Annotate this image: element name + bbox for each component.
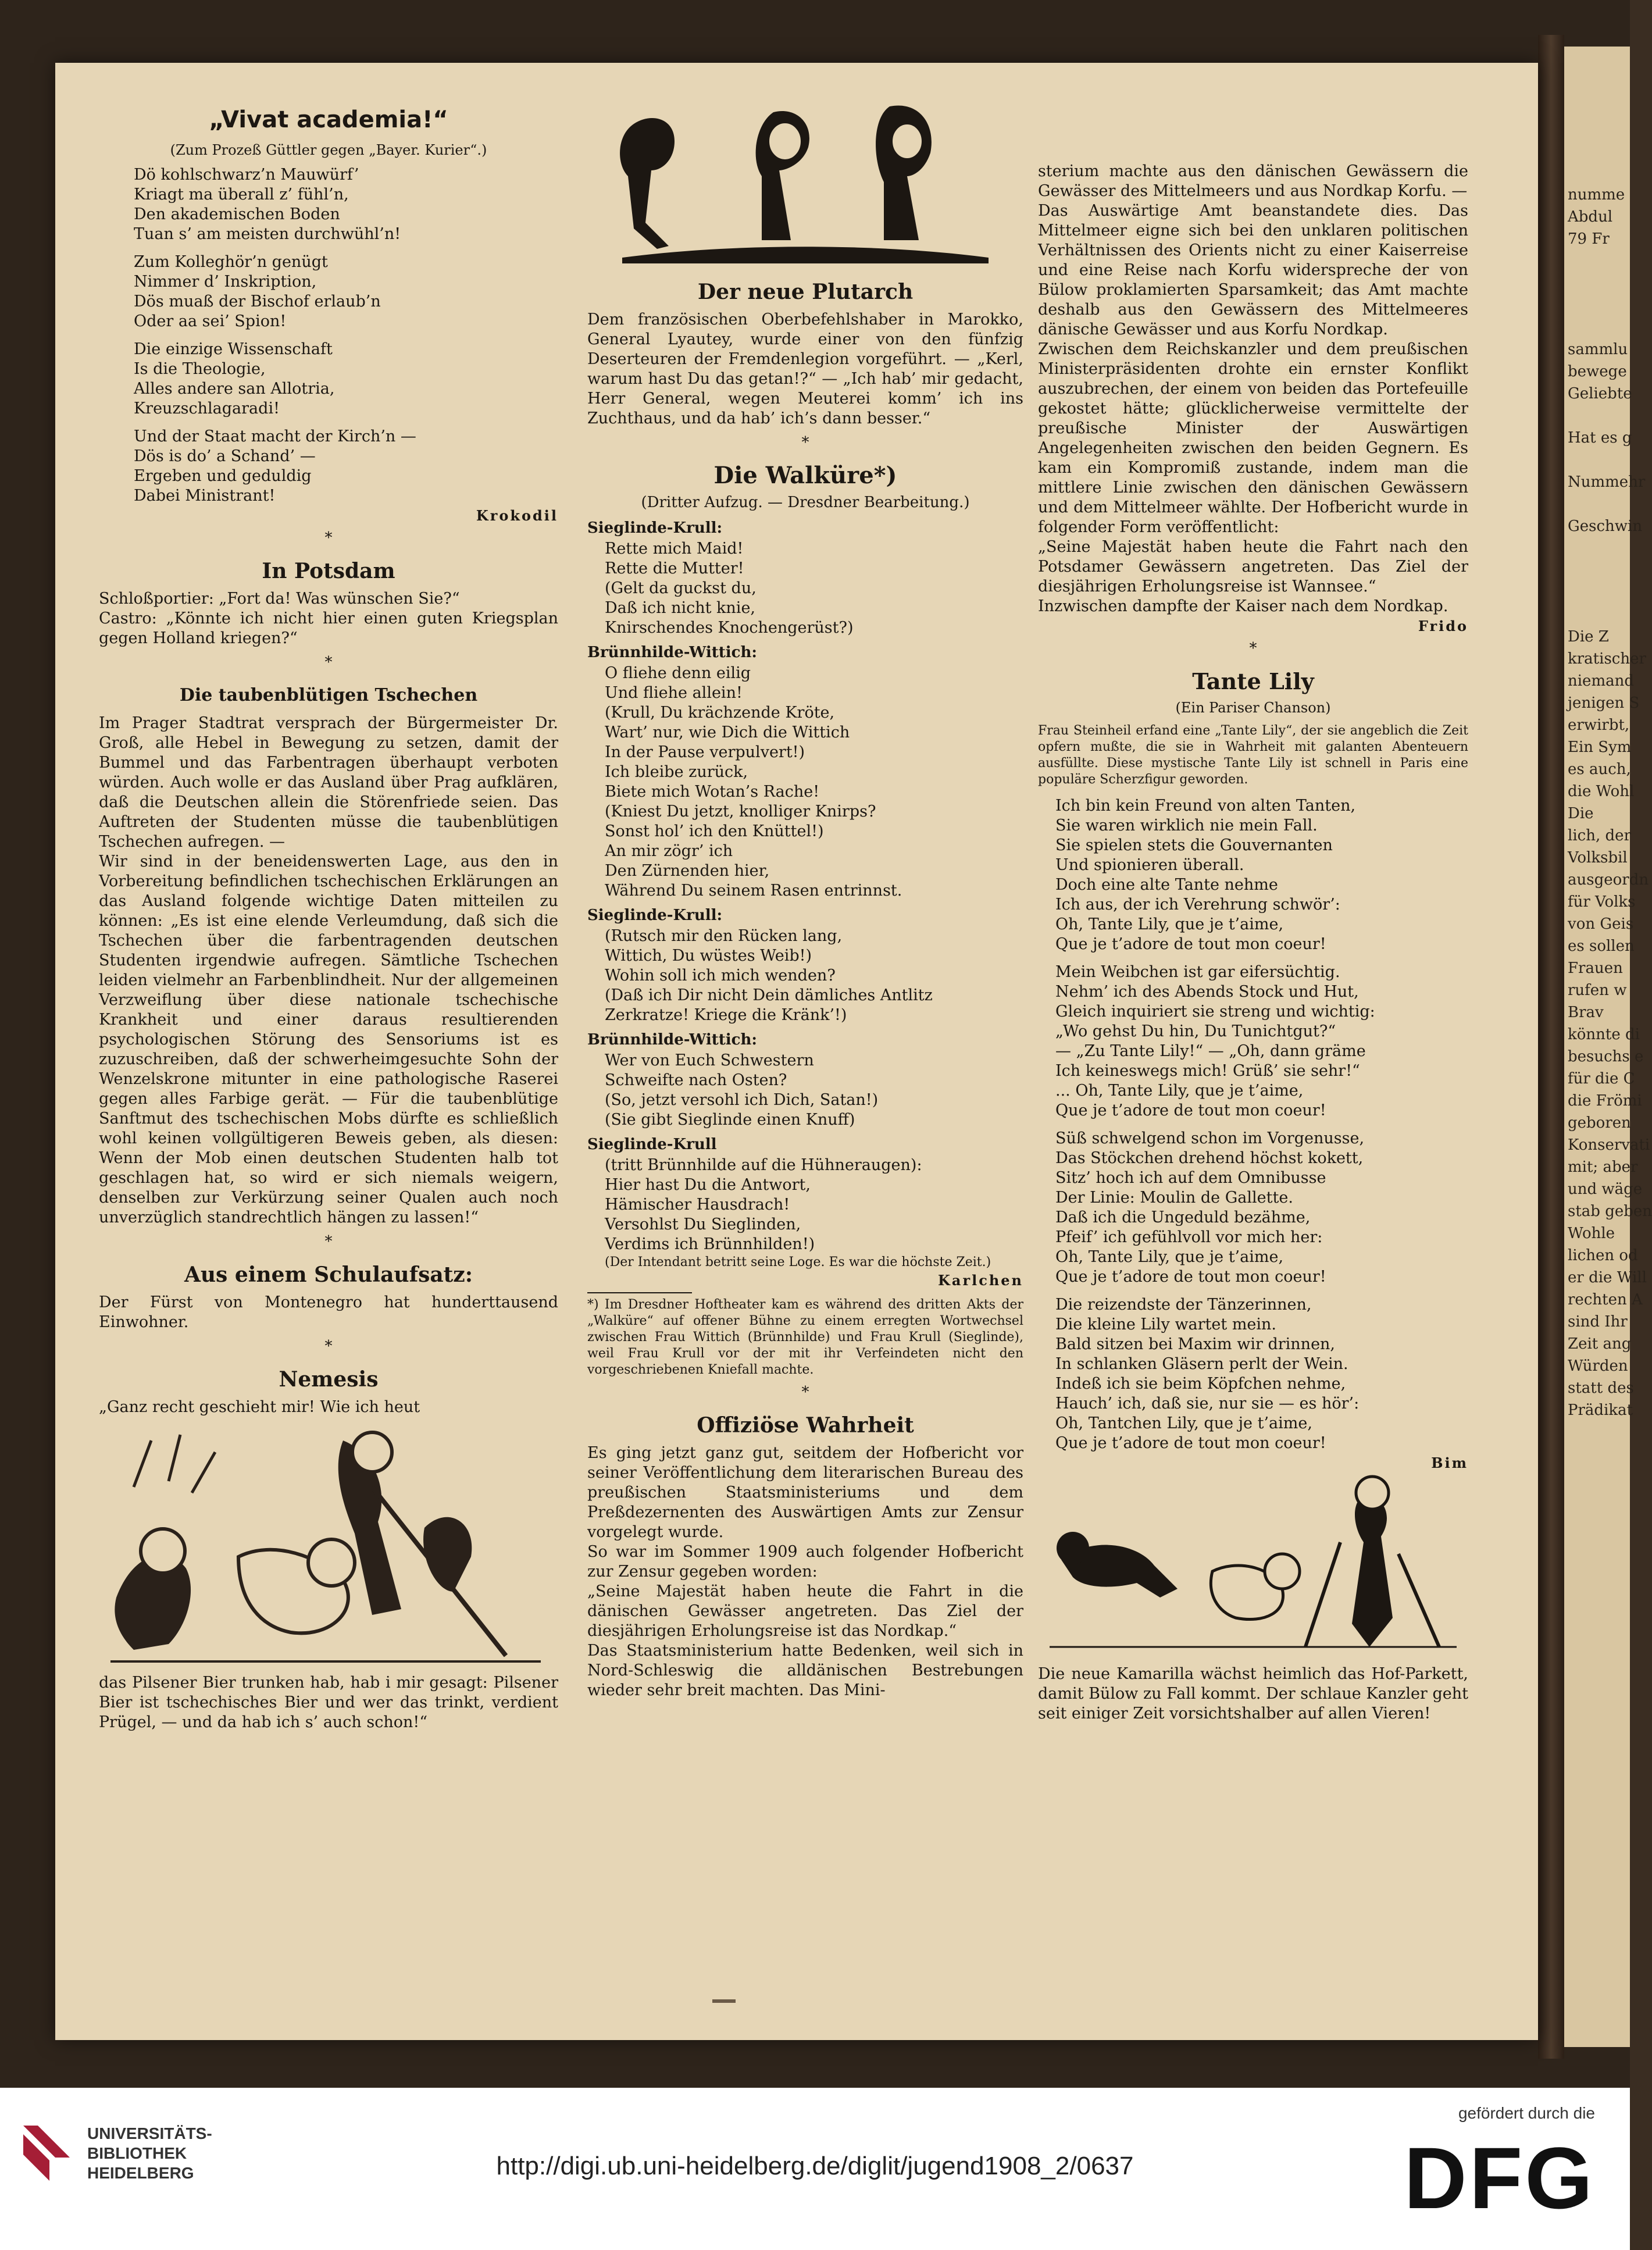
poem-line: Oder aa sei’ Spion! [134, 312, 287, 330]
poem-line: Oh, Tante Lily, que je t’aime, [1055, 1248, 1284, 1266]
poem-line: Den akademischen Boden [134, 205, 340, 223]
poem-line: Is die Theologie, [134, 360, 266, 378]
adjacent-page-text: Geliebte [1568, 385, 1632, 402]
poem-line: Sitz’ hoch ich auf dem Omnibusse [1055, 1169, 1326, 1187]
dialogue-line: (Krull, Du krächzende Kröte, [605, 704, 835, 722]
library-name-line: HEIDELBERG [87, 2164, 194, 2182]
walkuere-title: Die Walküre*) [713, 462, 897, 489]
speaker-name: Sieglinde-Krull [587, 1136, 717, 1153]
poem-line: Que je t’adore de tout mon coeur! [1055, 935, 1326, 953]
wahrheit-cont-5: Inzwischen dampfte der Kaiser nach dem Nordkap. [1038, 597, 1448, 615]
nemesis-caption-bottom: das Pilsener Bier trunken hab, hab i mir gesagt: Pilsener Bier ist tschechisches Bier und wer das trinkt, verdient Prügel, — und da hab ich s’ auch schon!“ [99, 1674, 558, 1731]
poem-line: Das Stöckchen drehend höchst kokett, [1055, 1149, 1364, 1167]
adjacent-page-text: Zeit ang [1568, 1335, 1632, 1353]
adjacent-page-text: 79 Fr [1568, 230, 1610, 248]
adjacent-page-text: und wäge [1568, 1181, 1643, 1198]
wahrheit-para-4: Das Staatsministerium hatte Bedenken, weil sich in Nord-Schleswig die alldänischen Bestrebungen wieder sehr breit machten. Das Mini- [587, 1642, 1023, 1699]
separator-star: * [801, 434, 809, 451]
lily-poem [1038, 788, 1468, 1453]
poem-line: Die einzige Wissenschaft [134, 340, 333, 358]
adjacent-page-text: numme [1568, 186, 1625, 204]
dfg-logo: DFG [1404, 2129, 1595, 2227]
poem-line: Dö kohlschwarz’n Mauwürf’ [134, 166, 359, 184]
poem-line: Bald sitzen bei Maxim wir drinnen, [1055, 1335, 1336, 1353]
poem-line: Nehm’ ich des Abends Stock und Hut, [1055, 983, 1359, 1001]
adjacent-page-text: für die C [1568, 1070, 1635, 1087]
adjacent-page-text: sind Ihr [1568, 1313, 1628, 1331]
poem-line: Zum Kolleghör’n genügt [134, 253, 328, 271]
source-url-link[interactable]: http://digi.ub.uni-heidelberg.de/diglit/jugend1908_2/0637 [496, 2152, 1134, 2180]
poem-line: Und der Staat macht der Kirch’n — [134, 427, 416, 445]
adjacent-page-text: kratischer [1568, 650, 1646, 668]
wahrheit-cont-2: Das Auswärtige Amt beanstandete dies. Das Mittelmeer eigne sich bei den unklaren politischen Verhältnissen des Orients nicht zu einer Kaiserreise und eine Reise nach Korfu widerspreche der von Bülow proklamierten Sparsamkeit; das Amt machte deshalb aus den Gewässern des Mittelmeeres dänische Gewässer und aus Korfu Nordkap. [1038, 202, 1468, 338]
wahrheit-cont-3: Zwischen dem Reichskanzler und dem preußischen Ministerpräsidenten drohte ein ernster Konflikt auszubrechen, der einem von beiden das Portefeuille gekostet hätte; glücklicherweise vermittelte der preußische Minister der Auswärtigen Angelegenheiten zwischen den beiden Gegnern. Es kam ein Kompromiß zustande, indem man die mittlere Linie zwischen den dänischen Gewässern und dem Mittelmeer wählte. Der Hofbericht wurde in folgender Form veröffentlicht: [1038, 340, 1468, 536]
separator-star: * [324, 654, 333, 671]
adjacent-page-text: jenigen S [1568, 694, 1640, 712]
poem-line: — „Zu Tante Lily!“ — „Oh, dann gräme [1055, 1042, 1366, 1060]
adjacent-page-text: Wohle [1568, 1225, 1615, 1242]
dialogue-line: Den Zürnenden hier, [605, 862, 770, 880]
tschechen-para-2: Wir sind in der beneidenswerten Lage, aus den in Vorbereitung befindlichen tschechischen Erklärungen an das Ausland folgende wichtige Daten mitteilen zu können: „Es ist eine elende Verleumdung, daß sich die Tschechen über die farbentragenden deutschen Studenten irgendwie aufregen. Sämtliche Tschechen leiden vielmehr an Farbenblindheit. Nur der allgemeinen Verzweiflung über diese nationale tschechische Krankheit und einer daraus resultierenden psychologischen Störung des Sensoriums ist es zuzuschreiben, daß der schwerheimgesuchte Sohn der Wenzelskrone mitunter in eine pathologische Raserei gegen alles Farbige gerät. — Für die taubenblütige Sanftmut des tschechischen Mobs dürfte es schließlich wohl keinen vollgültigeren Beweis geben, als diesen: Wenn der Mob einen deutschen Studenten halb tot geschlagen hat, so wird er sich niemals weigern, denselben zur Verkürzung seiner Qualen auch noch unverzüglich standrechtlich hängen zu lassen!“ [99, 853, 558, 1226]
adjacent-page-text: ausgeordn [1568, 871, 1649, 889]
adjacent-page-text: bewege [1568, 363, 1627, 380]
magazine-page [55, 63, 1538, 2040]
poem-line: Ich aus, der ich Verehrung schwör’: [1055, 896, 1340, 914]
dialogue-line: Biete mich Wotan’s Rache! [605, 783, 820, 801]
speaker-name: Sieglinde-Krull: [587, 519, 723, 537]
page-mark [712, 1999, 736, 2003]
adjacent-page-text: er die Will [1568, 1269, 1647, 1286]
poem-line: Dös muaß der Bischof erlaub’n [134, 293, 381, 311]
nemesis-caption-top: „Ganz recht geschieht mir! Wie ich heut [99, 1398, 420, 1416]
dialogue-line: (Sie gibt Sieglinde einen Knuff) [605, 1111, 855, 1129]
dialogue-line: Ich bleibe zurück, [605, 763, 748, 781]
potsdam-text-2: Castro: „Könnte ich nicht hier einen guten Kriegsplan gegen Holland kriegen?“ [99, 609, 558, 647]
separator-star: * [324, 1338, 333, 1355]
poem-line: Kriagt ma überall z’ fühl’n, [134, 186, 349, 204]
poem-line: Und spionieren überall. [1055, 856, 1244, 874]
vivat-title: „Vivat academia!“ [209, 106, 448, 133]
dialogue-line: Verdims ich Brünnhilden!) [605, 1235, 815, 1253]
nemesis-title: Nemesis [279, 1367, 379, 1392]
wahrheit-para-3: „Seine Majestät haben heute die Fahrt in die dänischen Gewässer angetreten. Das Ziel der diesjährigen Erholungsreise ist das Nordkap.“ [587, 1582, 1023, 1640]
vivat-subtitle: (Zum Prozeß Güttler gegen „Bayer. Kurier“.) [170, 142, 487, 158]
poem-line: Ich keineswegs mich! Grüß’ sie sehr!“ [1055, 1062, 1360, 1080]
walkuere-footnote: *) Im Dresdner Hoftheater kam es während des dritten Akts der „Walküre“ auf offener Bühne zu einem erregten Wortwechsel zwischen Frau Wittich (Brünnhilde) und Frau Krull (Sieglinde), weil Frau Krull vor der mit ihr Verfeindeten nicht den vorgeschriebenen Kniefall machte. [587, 1297, 1023, 1377]
adjacent-page-text: Würden [1568, 1357, 1628, 1375]
adjacent-page-text: erwirbt, [1568, 716, 1630, 734]
dialogue-line: Zerkratze! Kriege die Kränk’!) [605, 1006, 847, 1024]
poem-line: Dös is do’ a Schand’ — [134, 447, 316, 465]
adjacent-page-text: Hat es g [1568, 429, 1632, 447]
dialogue-line: Rette mich Maid! [605, 540, 744, 558]
adjacent-page-text: besuchs e [1568, 1048, 1644, 1065]
dialogue-line: Schweifte nach Osten? [605, 1071, 787, 1089]
dialogue-line: Wittich, Du wüstes Weib!) [605, 947, 812, 965]
dialogue-line: Hier hast Du die Antwort, [605, 1176, 811, 1194]
walkuere-dialogue [587, 518, 1023, 1254]
lily-subtitle: (Ein Pariser Chanson) [1175, 700, 1331, 716]
adjacent-page-text: Die [1568, 805, 1594, 822]
dialogue-line: Daß ich nicht knie, [605, 599, 756, 617]
poem-line: In schlanken Gläsern perlt der Wein. [1055, 1355, 1348, 1373]
dialogue-line: (Daß ich Dir nicht Dein dämliches Antlitz [605, 986, 933, 1004]
adjacent-page-text: Die Z [1568, 628, 1609, 646]
poem-line: Tuan s’ am meisten durchwühl’n! [134, 225, 401, 243]
poem-line: Que je t’adore de tout mon coeur! [1055, 1434, 1326, 1452]
potsdam-text-1: Schloßportier: „Fort da! Was wünschen Sie?“ [99, 590, 460, 608]
dialogue-line: Wohin soll ich mich wenden? [605, 967, 836, 985]
speaker-name: Brünnhilde-Wittich: [587, 644, 757, 661]
adjacent-page-text: sammlu [1568, 341, 1628, 358]
stanza-gap [99, 419, 558, 427]
lily-signature: Bim [1431, 1454, 1468, 1471]
adjacent-page-text: geboren [1568, 1114, 1631, 1132]
poem-line: Que je t’adore de tout mon coeur! [1055, 1101, 1326, 1119]
sponsor-note: gefördert durch die [1458, 2104, 1595, 2122]
walkuere-signature: Karlchen [938, 1272, 1023, 1289]
dialogue-line: (Rutsch mir den Rücken lang, [605, 927, 843, 945]
dialogue-line: Rette die Mutter! [605, 559, 744, 577]
wahrheit-title: Offiziöse Wahrheit [697, 1413, 914, 1438]
adjacent-page-fragment [1564, 47, 1652, 2047]
wahrheit-cont-4: „Seine Majestät haben heute die Fahrt nach den Potsdamer Gewässern angetreten. Das Ziel der diesjährigen Erholungsreise ist Wannsee.“ [1038, 538, 1468, 596]
stanza-gap [1038, 1287, 1468, 1295]
poem-line: Die kleine Lily wartet mein. [1055, 1315, 1277, 1333]
speaker-name: Brünnhilde-Wittich: [587, 1031, 757, 1049]
column-2 [587, 89, 1023, 1700]
separator-star: * [324, 1233, 333, 1250]
adjacent-page-text: Ein Sym [1568, 739, 1632, 756]
schulaufsatz-text: Der Fürst von Montenegro hat hunderttausend Einwohner. [99, 1293, 558, 1331]
column-3 [1038, 162, 1468, 1724]
plutarch-text: Dem französischen Oberbefehlshaber in Marokko, General Lyautey, wurde einer von den fünfzig Deserteuren der Fremdenlegion vorgeführt. — „Kerl, warum hast Du das getan!?“ — „Ich hab’ mir gedacht, Herr General, wegen Meuterei komm’ ich ins Zuchthaus, und da hab’ ich’s dann besser.“ [587, 311, 1023, 427]
dialogue-line: Versohlst Du Sieglinden, [605, 1215, 801, 1233]
poem-line: Hauch’ ich, daß sie, nur sie — es hör’: [1055, 1395, 1360, 1413]
adjacent-page-text: Konservati [1568, 1136, 1650, 1154]
adjacent-page-text: die Wohl [1568, 783, 1635, 800]
adjacent-page-text: rufen w [1568, 982, 1627, 999]
adjacent-page-text: für Volks [1568, 893, 1636, 911]
poem-line: Nimmer d’ Inskription, [134, 273, 317, 291]
dialogue-line: Knirschendes Knochengerüst?) [605, 619, 854, 637]
separator-star: * [1249, 640, 1257, 657]
footer-bar [0, 2088, 1630, 2250]
tschechen-title: Die taubenblütigen Tschechen [179, 685, 478, 705]
kamarilla-caption: Die neue Kamarilla wächst heimlich das Hof-Parkett, damit Bülow zu Fall kommt. Der schlaue Kanzler geht seit einiger Zeit vorsichtshalber auf allen Vieren! [1038, 1665, 1468, 1723]
plutarch-title: Der neue Plutarch [697, 280, 914, 304]
poem-line: Alles andere san Allotria, [134, 380, 335, 398]
adjacent-page-text: statt des [1568, 1379, 1634, 1397]
footnote-rule [587, 1292, 692, 1293]
dialogue-line: Während Du seinem Rasen entrinnst. [605, 882, 902, 900]
stanza-gap [1038, 1121, 1468, 1129]
walkuere-subtitle: (Dritter Aufzug. — Dresdner Bearbeitung.) [641, 494, 970, 511]
poem-line: Oh, Tante Lily, que je t’aime, [1055, 915, 1284, 933]
dialogue-line: (Gelt da guckst du, [605, 579, 757, 597]
wahrheit-para-2: So war im Sommer 1909 auch folgender Hofbericht zur Zensur gegeben worden: [587, 1543, 1023, 1581]
lily-title: Tante Lily [1192, 668, 1314, 694]
adjacent-page-text: stab geben [1568, 1203, 1652, 1220]
dialogue-line: An mir zögr’ ich [605, 842, 733, 860]
potsdam-title: In Potsdam [262, 559, 395, 583]
stanza-gap [99, 244, 558, 252]
adjacent-page-text: die Frömi [1568, 1092, 1642, 1110]
dialogue-line: Hämischer Hausdrach! [605, 1196, 790, 1214]
adjacent-page-text: könnte di [1568, 1026, 1640, 1043]
dialogue-line: (Kniest Du jetzt, knolliger Knirps? [605, 803, 876, 821]
dialogue-line: O fliehe denn eilig [605, 664, 751, 682]
poem-line: Pfeif’ ich gefühlvoll vor mich her: [1055, 1228, 1323, 1246]
adjacent-page-text: rechten A [1568, 1291, 1643, 1308]
poem-line: Gleich inquiriert sie streng und wichtig: [1055, 1003, 1375, 1021]
kamarilla-illustration [1038, 1472, 1468, 1664]
column-1 [99, 98, 558, 1732]
poem-line: Süß schwelgend schon im Vorgenusse, [1055, 1129, 1365, 1147]
walkuere-stage-end: (Der Intendant betritt seine Loge. Es war die höchste Zeit.) [605, 1255, 991, 1270]
nemesis-illustration [99, 1417, 552, 1673]
library-name-line: UNIVERSITÄTS- [87, 2124, 212, 2142]
poem-line: Sie waren wirklich nie mein Fall. [1055, 816, 1318, 835]
poem-line: Sie spielen stets die Gouvernanten [1055, 836, 1333, 854]
stanza-gap [1038, 788, 1468, 796]
stanza-gap [99, 331, 558, 340]
adjacent-page-text: niemand [1568, 672, 1634, 690]
poem-line: Ergeben und geduldig [134, 467, 312, 485]
poem-line: Dabei Ministrant! [134, 487, 276, 505]
tschechen-para-1: Im Prager Stadtrat versprach der Bürgermeister Dr. Groß, alle Hebel in Bewegung zu setzen, damit der Bummel und das Farbentragen überhaupt verboten würden. Auch wolle er das Ausland über Prag aufklären, daß die Deutschen allein die Störenfriede seien. Das Auftreten der Studenten müsse die taubenblütigen Tschechen aufregen. — [99, 714, 558, 851]
adjacent-page-text: Prädikat [1568, 1402, 1633, 1419]
poem-line: Doch eine alte Tante nehme [1055, 876, 1278, 894]
wahrheit-para-1: Es ging jetzt ganz gut, seitdem der Hofbericht vor seiner Veröffentlichung dem literarischen Bureau des preußischen Staatsministeriums und dem Preßdezernenten des Auswärtigen Amts zur Zensur vorgelegt wurde. [587, 1444, 1023, 1541]
poem-line: Oh, Tantchen Lily, que je t’aime, [1055, 1414, 1312, 1432]
poem-line: Indeß ich sie beim Köpfchen nehme, [1055, 1375, 1346, 1393]
lily-intro: Frau Steinheil erfand eine „Tante Lily“, der sie angeblich die Zeit opfern mußte, die sie in Wahrheit mit galanten Abenteuern ausfüllte. Diese mystische Tante Lily ist schnell in Paris eine populäre Scherzfigur geworden. [1038, 723, 1468, 787]
book-spine [1538, 35, 1564, 2059]
poem-line: Daß ich die Ungeduld bezähme, [1055, 1208, 1311, 1226]
stanza-gap [1038, 954, 1468, 962]
library-name-line: BIBLIOTHEK [87, 2144, 187, 2162]
dialogue-line: In der Pause verpulvert!) [605, 743, 805, 761]
adjacent-page-text: lich, der [1568, 827, 1631, 844]
poem-line: „Wo gehst Du hin, Du Tunichtgut?“ [1055, 1022, 1336, 1040]
dialogue-line: Sonst hol’ ich den Knüttel!) [605, 822, 824, 840]
plutarch-illustration [587, 89, 1023, 269]
poem-line: Mein Weibchen ist gar eifersüchtig. [1055, 963, 1340, 981]
vivat-signature: Krokodil [476, 507, 558, 524]
adjacent-page-text: von Geis [1568, 915, 1634, 933]
poem-line: Der Linie: Moulin de Gallette. [1055, 1189, 1293, 1207]
poem-line: Que je t’adore de tout mon coeur! [1055, 1268, 1326, 1286]
speaker-name: Sieglinde-Krull: [587, 907, 723, 924]
dialogue-line: Und fliehe allein! [605, 684, 743, 702]
adjacent-page-text: es auch, [1568, 761, 1631, 778]
wahrheit-cont-1: sterium machte aus den dänischen Gewässern die Gewässer des Mittelmeers und aus Nordkap Korfu. — [1038, 162, 1468, 200]
adjacent-page-text: mit; aber [1568, 1158, 1638, 1176]
dialogue-line: (So, jetzt versohl ich Dich, Satan!) [605, 1091, 879, 1109]
adjacent-page-text: Brav [1568, 1004, 1604, 1021]
schulaufsatz-title: Aus einem Schulaufsatz: [184, 1263, 473, 1287]
wahrheit-signature: Frido [1418, 618, 1468, 634]
dialogue-line: (tritt Brünnhilde auf die Hühneraugen): [605, 1156, 922, 1174]
adjacent-page-text: Abdul [1568, 208, 1613, 226]
adjacent-page-text: Volksbil [1568, 849, 1628, 867]
dialogue-line: Wer von Euch Schwestern [605, 1051, 814, 1069]
poem-line: ... Oh, Tante Lily, que je t’aime, [1055, 1082, 1304, 1100]
adjacent-page-text: lichen od [1568, 1247, 1638, 1264]
adjacent-page-text: Geschwin [1568, 518, 1643, 535]
poem-line: Die reizendste der Tänzerinnen, [1055, 1296, 1312, 1314]
dialogue-line: Wart’ nur, wie Dich die Wittich [605, 723, 850, 741]
poem-line: Kreuzschlagaradi! [134, 400, 280, 418]
adjacent-page-text: Frauen [1568, 960, 1623, 977]
poem-line: Ich bin kein Freund von alten Tanten, [1055, 797, 1356, 815]
adjacent-page-text: Nummehr [1568, 473, 1646, 491]
vivat-poem [99, 165, 558, 506]
separator-star: * [324, 529, 333, 547]
separator-star: * [801, 1383, 809, 1401]
adjacent-page-text: es sollen [1568, 937, 1635, 955]
